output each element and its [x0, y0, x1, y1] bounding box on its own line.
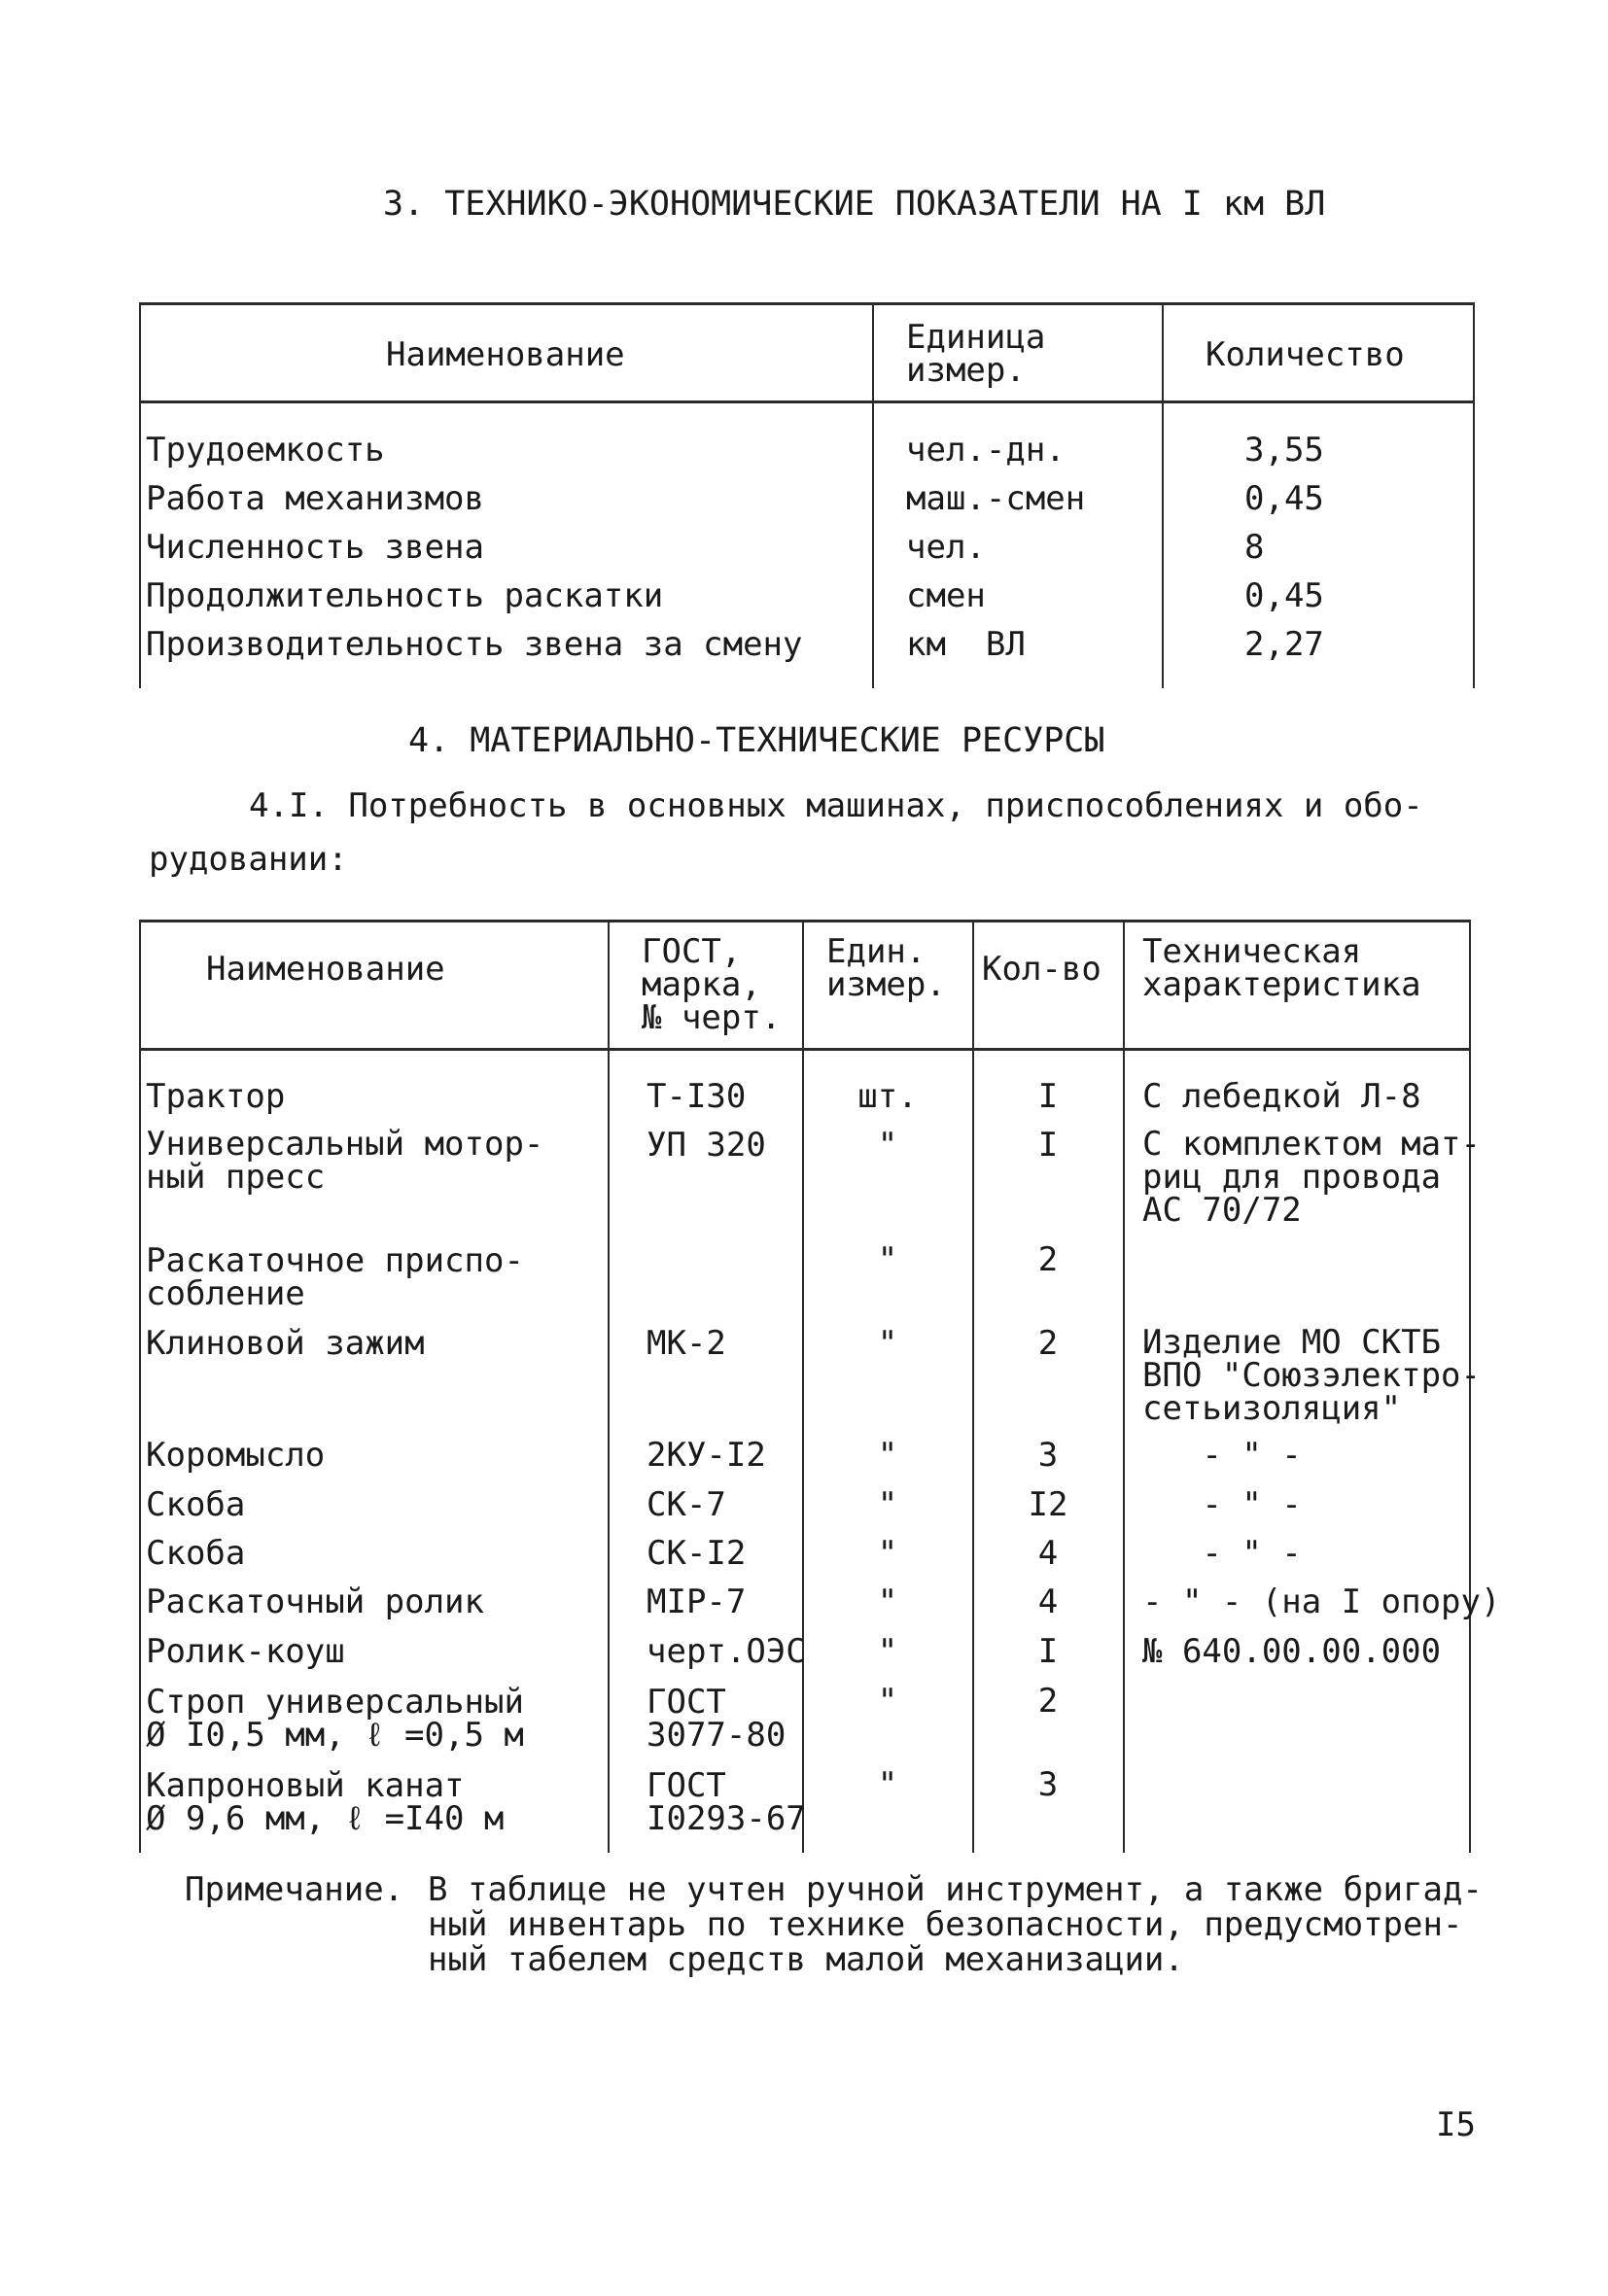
table-row-unit: " — [877, 1240, 898, 1279]
col-header-spec: Техническая характеристика — [1142, 932, 1421, 1004]
table-row-unit: " — [877, 1126, 898, 1165]
table-row-unit: " — [877, 1534, 898, 1573]
table-row-qty: 3,55 — [1244, 431, 1324, 470]
col-header-name: Наименование — [386, 335, 625, 374]
table-row-gost: СК-7 — [647, 1485, 726, 1524]
table-row-qty: 4 — [1037, 1534, 1059, 1573]
table-row-name: Раскаточный ролик — [146, 1583, 484, 1621]
table-row-qty: 3 — [1037, 1436, 1059, 1475]
table-row-gost: Т-I30 — [647, 1077, 747, 1116]
table-row-spec: - " - — [1142, 1534, 1302, 1573]
table-row-name: Скоба — [146, 1534, 246, 1573]
table-row-qty: I — [1037, 1077, 1059, 1116]
table-row-unit: км ВЛ — [906, 625, 1026, 664]
table-row-name: Скоба — [146, 1485, 246, 1524]
table-row-spec: - " - — [1142, 1436, 1302, 1475]
table-row-name: Численность звена — [146, 528, 484, 567]
table-row-qty: 0,45 — [1244, 479, 1324, 518]
table-row-unit: " — [877, 1632, 898, 1671]
table-row-unit: чел.-дн. — [906, 431, 1066, 470]
note-line: В таблице не учтен ручной инструмент, а также бригад- — [428, 1870, 1483, 1909]
table-row-name: Клиновой зажим — [146, 1324, 425, 1363]
table-row-gost: УП 320 — [647, 1126, 766, 1165]
section4-title: 4. МАТЕРИАЛЬНО-ТЕХНИЧЕСКИЕ РЕСУРСЫ — [408, 721, 1105, 760]
table-row-qty: 8 — [1244, 528, 1265, 567]
table-row-qty: 2,27 — [1244, 625, 1324, 664]
table-row-qty: I — [1037, 1126, 1059, 1165]
table-row-unit: " — [877, 1485, 898, 1524]
col-header-unit: Един. измер. — [826, 932, 946, 1004]
col-header-gost: ГОСТ, марка, № черт. — [642, 932, 782, 1037]
table-row-qty: 2 — [1037, 1240, 1059, 1279]
col-header-qty: Количество — [1206, 335, 1405, 374]
table-row-name: Производительность звена за смену — [146, 625, 803, 664]
table-row-name: Работа механизмов — [146, 479, 484, 518]
table-row-qty: 3 — [1037, 1765, 1059, 1804]
table-row-qty: 2 — [1037, 1324, 1059, 1363]
table-row-name: Ролик-коуш — [146, 1632, 345, 1671]
table-row-spec: - " - — [1142, 1485, 1302, 1524]
table-row-name: Трактор — [146, 1077, 286, 1116]
table-row-qty: I2 — [1028, 1485, 1068, 1524]
table-row-spec: Изделие МО СКТБ ВПО "Союзэлектро- сетьизоляция" — [1142, 1323, 1481, 1428]
table-row-name: Универсальный мотор- ный пресс — [146, 1125, 544, 1197]
table-row-gost: ГОСТ I0293-67 — [647, 1766, 806, 1838]
table-row-qty: 4 — [1037, 1583, 1059, 1621]
table-row-unit: " — [877, 1436, 898, 1475]
table-row-unit: чел. — [906, 528, 986, 567]
table-row-spec: - " - (на I опору) — [1142, 1583, 1501, 1621]
table-row-unit: " — [877, 1682, 898, 1721]
table-row-unit: смен — [906, 576, 986, 615]
note-line: ный табелем средств малой механизации. — [428, 1940, 1184, 1979]
table-row-spec: С лебедкой Л-8 — [1142, 1077, 1421, 1116]
note-label: Примечание. — [185, 1870, 404, 1909]
table-row-gost: СК-I2 — [647, 1534, 747, 1573]
note-line: ный инвентарь по технике безопасности, предусмотрен- — [428, 1905, 1463, 1944]
table-row-qty: 0,45 — [1244, 576, 1324, 615]
table-row-qty: 2 — [1037, 1682, 1059, 1721]
table-row-spec: № 640.00.00.000 — [1142, 1632, 1442, 1671]
table-row-name: Строп универсальный Ø I0,5 мм, ℓ =0,5 м — [146, 1683, 524, 1755]
section4-intro-line1: 4.I. Потребность в основных машинах, приспособлениях и обо- — [249, 786, 1423, 825]
table-row-gost: МIР-7 — [647, 1583, 747, 1621]
section3-title: 3. ТЕХНИКО-ЭКОНОМИЧЕСКИЕ ПОКАЗАТЕЛИ НА I км ВЛ — [383, 185, 1326, 224]
table-row-name: Продолжительность раскатки — [146, 576, 664, 615]
table-row-spec: С комплектом мат- риц для провода АС 70/72 — [1142, 1125, 1481, 1230]
table-row-gost: 2КУ-I2 — [647, 1436, 766, 1475]
col-header-qty: Кол-во — [982, 950, 1101, 989]
page-number: I5 — [1436, 2105, 1476, 2144]
table-row-name: Раскаточное приспо- собление — [146, 1241, 524, 1313]
table-row-name: Трудоемкость — [146, 431, 385, 470]
table-row-gost: ГОСТ 3077-80 — [647, 1683, 787, 1755]
table-row-unit: " — [877, 1765, 898, 1804]
table-row-qty: I — [1037, 1632, 1059, 1671]
table-row-unit: шт. — [857, 1077, 918, 1116]
col-header-unit: Единица измер. — [906, 318, 1046, 390]
table-row-name: Коромысло — [146, 1436, 326, 1475]
table-row-unit: " — [877, 1324, 898, 1363]
table-row-gost: черт.ОЭС — [647, 1632, 806, 1671]
table-row-unit: " — [877, 1583, 898, 1621]
table-row-unit: маш.-смен — [906, 479, 1086, 518]
col-header-name: Наименование — [206, 950, 445, 989]
section4-intro-line2: рудовании: — [149, 840, 348, 879]
table-row-gost: МК-2 — [647, 1324, 726, 1363]
table-row-name: Капроновый канат Ø 9,6 мм, ℓ =I40 м — [146, 1766, 505, 1838]
